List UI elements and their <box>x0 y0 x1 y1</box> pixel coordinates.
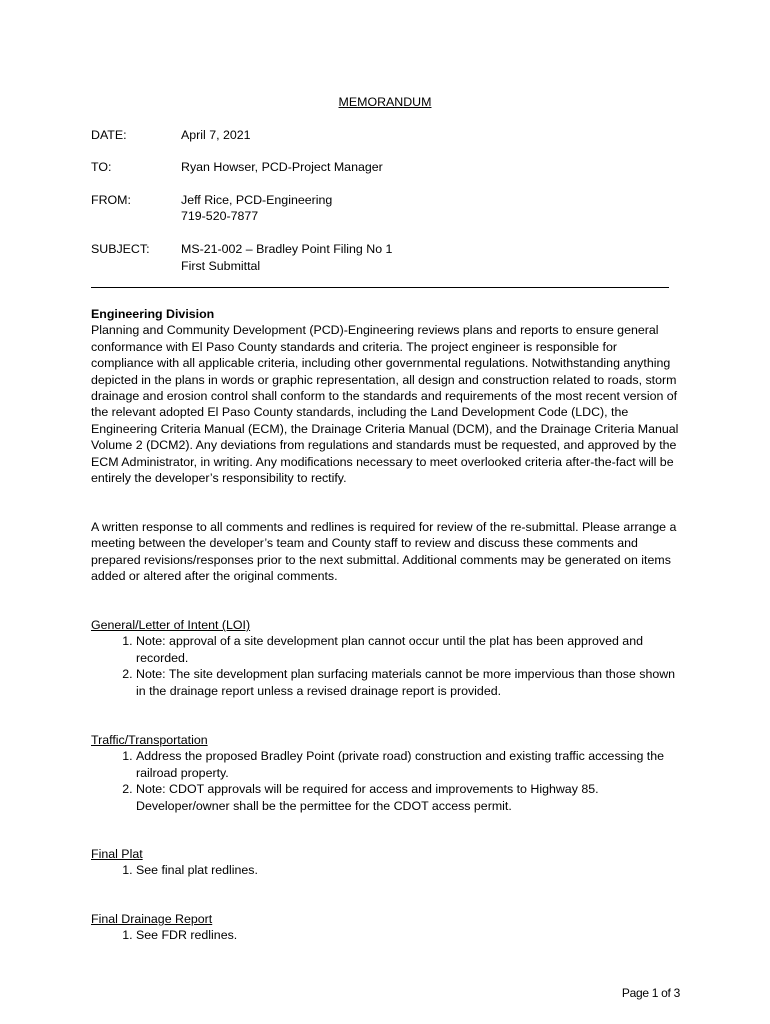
list-item: 1. Address the proposed Bradley Point (private road) construction and existing traffic accessing the railroad property. <box>136 748 683 781</box>
list-item: 2. Note: CDOT approvals will be required for access and improvements to Highway 85. Developer/owner shall be the permittee for the CDOT access permit. <box>136 781 683 814</box>
final-drainage-list <box>91 927 683 943</box>
engineering-paragraph-2: A written response to all comments and redlines is required for review of the re-submittal. Please arrange a meeting between the developer’s team and County staff to review and discuss these comments and prepared revisions/responses prior to the next submittal. Additional comments may be generated on items added or altered after the original comments. <box>91 520 677 584</box>
to-label: TO: <box>91 160 112 174</box>
engineering-heading: Engineering Division <box>91 307 215 321</box>
list-item: 1. See final plat redlines. <box>136 862 683 878</box>
section-final-drainage <box>91 911 683 944</box>
section-traffic <box>91 732 683 814</box>
page-number: Page 1 of 3 <box>621 986 680 1000</box>
response-paragraph-block <box>91 519 683 585</box>
date-label: DATE: <box>91 128 127 142</box>
traffic-list <box>91 748 683 814</box>
engineering-division <box>91 306 683 486</box>
memo-title: MEMORANDUM <box>338 95 432 109</box>
section-final-plat <box>91 846 683 879</box>
section-general <box>91 617 683 699</box>
list-item: 1. Note: approval of a site development plan cannot occur until the plat has been approved and recorded. <box>136 633 683 666</box>
final-plat-section-title: Final Plat <box>91 847 143 861</box>
date-value: April 7, 2021 <box>181 128 251 142</box>
general-section-title: General/Letter of Intent (LOI) <box>91 618 251 632</box>
from-label: FROM: <box>91 193 131 207</box>
subject-value-2: First Submittal <box>181 259 261 273</box>
to-value: Ryan Howser, PCD-Project Manager <box>181 160 383 174</box>
subject-value: MS-21-002 – Bradley Point Filing No 1 <box>181 242 393 256</box>
header-divider <box>91 287 669 288</box>
final-plat-list <box>91 862 683 878</box>
subject-label: SUBJECT: <box>91 242 150 256</box>
list-item: 2. Note: The site development plan surfacing materials cannot be more impervious than those shown in the drainage report unless a revised drainage report is provided. <box>136 666 683 699</box>
engineering-paragraph-1: Planning and Community Development (PCD)-Engineering reviews plans and reports to ensure general conformance with El Paso County standards and criteria. The project engineer is responsible for compliance with all applicable criteria, including other governmental regulations. Notwithstanding anything depicted in the plans in words or graphic representation, all design and construction related to roads, storm drainage and erosion control shall conform to the standards and requirements of the most recent version of the relevant adopted El Paso County standards, including the Land Development Code (LDC), the Engineering Criteria Manual (ECM), the Drainage Criteria Manual (DCM), and the Drainage Criteria Manual Volume 2 (DCM2). Any deviations from regulations and standards must be requested, and approved by the ECM Administrator, in writing. Any modifications necessary to meet overlooked criteria after-the-fact will be entirely the developer’s responsibility to rectify. <box>91 323 679 486</box>
from-phone: 719-520-7877 <box>181 209 259 223</box>
final-drainage-section-title: Final Drainage Report <box>91 912 213 926</box>
general-list <box>91 633 683 699</box>
list-item: 1. See FDR redlines. <box>136 927 683 943</box>
traffic-section-title: Traffic/Transportation <box>91 733 208 747</box>
from-value: Jeff Rice, PCD-Engineering <box>181 193 333 207</box>
